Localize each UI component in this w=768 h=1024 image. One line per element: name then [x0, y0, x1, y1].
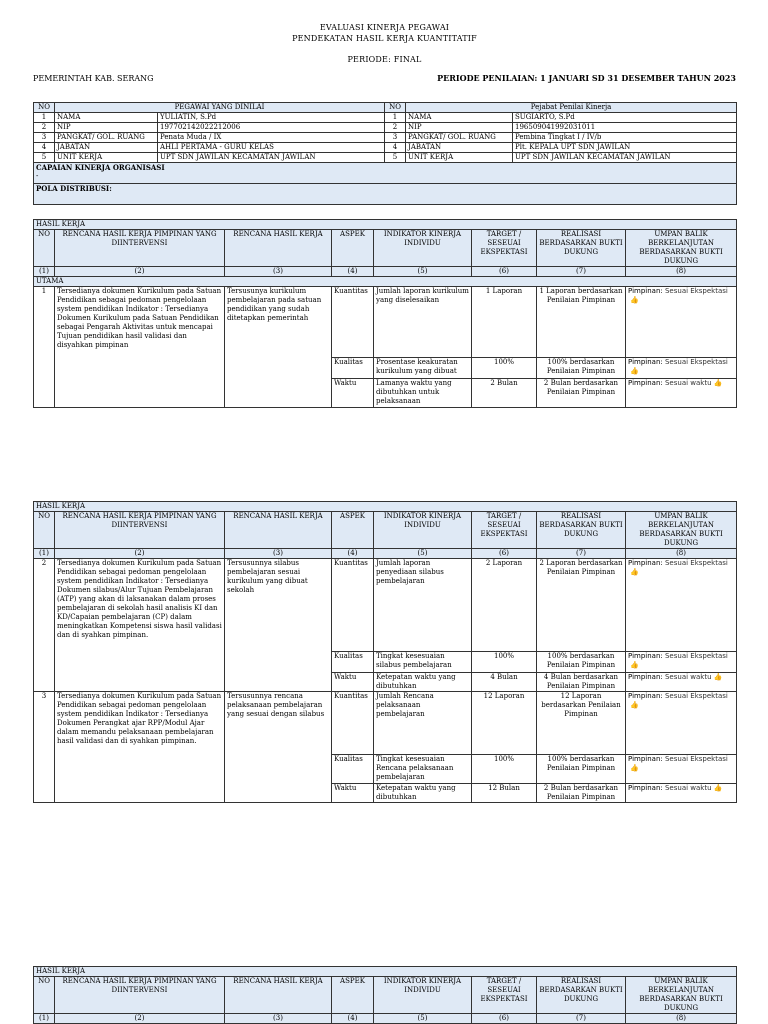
feedback-label: Pimpinan: [628, 755, 663, 763]
item-aspek: Kualitas [332, 755, 374, 784]
thumbs-up-icon: 👍 [630, 568, 639, 576]
row-label: UNIT KERJA [55, 153, 158, 163]
hasil-kerja-block-3 [33, 966, 736, 1024]
identity-row [34, 143, 737, 153]
item-rencana: Tersusunnya silabus pembelajaran sesuai kurikulum yang dibuat sekolah [225, 559, 332, 692]
item-target: 4 Bulan [472, 673, 537, 692]
hasil-kerja-block-2 [33, 501, 736, 803]
item-umpan-balik [626, 673, 737, 692]
col-num: (2) [55, 267, 225, 277]
thumbs-up-icon: 👍 [630, 764, 639, 772]
item-pimpinan: Tersedianya dokumen Kurikulum pada Satuan Pendidikan sebagai pedoman pengelolaan system pendidikan Indikator : Tersedianya Dokumen Kurikulum pada Satuan Pendidikan sebagai Pengarah Aktivitas untuk mencapai Tujuan pendidikan hasil validasi dan disyahkan pimpinan [55, 287, 225, 408]
row-label: JABATAN [55, 143, 158, 153]
feedback-value: Sesuai waktu [664, 784, 712, 792]
col-indikator: INDIKATOR KINERJA INDIVIDU [374, 512, 472, 549]
col-num: (1) [34, 1014, 55, 1024]
item-aspek: Kuantitas [332, 692, 374, 755]
item-umpan-balik [626, 358, 737, 379]
section-label: HASIL KERJA [34, 502, 737, 512]
item-target: 100% [472, 755, 537, 784]
col-num: (6) [472, 267, 537, 277]
col-num: (4) [332, 1014, 374, 1024]
identity-row [34, 113, 737, 123]
row-no: 4 [34, 143, 55, 153]
item-aspek: Kuantitas [332, 287, 374, 358]
table-row [34, 287, 737, 358]
item-rencana: Tersusunya kurikulum pembelajaran pada satuan pendidikan yang sudah ditetapkan pemerintah [225, 287, 332, 408]
col-num: (5) [374, 1014, 472, 1024]
capaian-cell [34, 163, 737, 184]
item-aspek: Kualitas [332, 652, 374, 673]
item-no: 3 [34, 692, 55, 803]
item-aspek: Waktu [332, 784, 374, 803]
col-realisasi: REALISASI BERDASARKAN BUKTI DUKUNG [537, 230, 626, 267]
item-aspek: Kualitas [332, 358, 374, 379]
instansi: PEMERINTAH KAB. SERANG [33, 74, 154, 83]
item-aspek: Kuantitas [332, 559, 374, 652]
row-no: 5 [385, 153, 406, 163]
col-num: (4) [332, 267, 374, 277]
col-num: (7) [537, 1014, 626, 1024]
col-num: (3) [225, 1014, 332, 1024]
row-label: PANGKAT/ GOL. RUANG [406, 133, 513, 143]
item-aspek: Waktu [332, 379, 374, 408]
thumbs-up-icon: 👍 [630, 367, 639, 375]
row-value: YULIATIN, S.Pd [158, 113, 385, 123]
col-num: (8) [626, 267, 737, 277]
feedback-label: Pimpinan: [628, 652, 663, 660]
col-indikator: INDIKATOR KINERJA INDIVIDU [374, 230, 472, 267]
row-value: AHLI PERTAMA - GURU KELAS [158, 143, 385, 153]
row-no: 1 [34, 113, 55, 123]
row-no: 4 [385, 143, 406, 153]
feedback-label: Pimpinan: [628, 287, 663, 295]
doc-subtitle: PENDEKATAN HASIL KERJA KUANTITATIF [292, 34, 477, 43]
item-rencana: Tersusunnya rencana pelaksanaan pembelajaran yang sesuai dengan silabus [225, 692, 332, 803]
identity-table [33, 102, 737, 205]
feedback-label: Pimpinan: [628, 784, 663, 792]
thumbs-up-icon: 👍 [713, 784, 723, 792]
col-rencana-pimpinan: RENCANA HASIL KERJA PIMPINAN YANG DIINTERVENSI [55, 977, 225, 1014]
pola-cell [34, 184, 737, 205]
item-target: 2 Laporan [472, 559, 537, 652]
col-indikator: INDIKATOR KINERJA INDIVIDU [374, 977, 472, 1014]
item-indikator: Ketepatan waktu yang dibutuhkan [374, 673, 472, 692]
item-realisasi: 12 Laporan berdasarkan Penilaian Pimpinan [537, 692, 626, 755]
capaian-value: - [36, 172, 39, 180]
col-rencana-pimpinan: RENCANA HASIL KERJA PIMPINAN YANG DIINTERVENSI [55, 230, 225, 267]
row-no: 2 [385, 123, 406, 133]
col-aspek: ASPEK [332, 230, 374, 267]
row-label: JABATAN [406, 143, 513, 153]
hasil-kerja-table [33, 501, 737, 803]
item-no: 2 [34, 559, 55, 692]
row-value: 196509041992031011 [513, 123, 737, 133]
item-target: 2 Bulan [472, 379, 537, 408]
feedback-value: Sesuai waktu [664, 673, 712, 681]
doc-title: EVALUASI KINERJA PEGAWAI [319, 23, 450, 32]
capaian-label: CAPAIAN KINERJA ORGANISASI [36, 163, 165, 172]
item-aspek: Waktu [332, 673, 374, 692]
hasil-kerja-table [33, 966, 737, 1024]
item-target: 100% [472, 358, 537, 379]
item-umpan-balik [626, 755, 737, 784]
col-realisasi: REALISASI BERDASARKAN BUKTI DUKUNG [537, 512, 626, 549]
identity-right-title: Pejabat Penilai Kinerja [406, 103, 737, 113]
item-indikator: Lamanya waktu yang dibutuhkan untuk pelaksanaan [374, 379, 472, 408]
col-aspek: ASPEK [332, 977, 374, 1014]
identity-left-title: PEGAWAI YANG DINILAI [55, 103, 385, 113]
row-no: 5 [34, 153, 55, 163]
item-realisasi: 100% berdasarkan Penilaian Pimpinan [537, 652, 626, 673]
row-value: Pembina Tingkat I / IV/b [513, 133, 737, 143]
thumbs-up-icon: 👍 [630, 661, 639, 669]
col-num: (3) [225, 267, 332, 277]
thumbs-up-icon: 👍 [713, 673, 723, 681]
item-indikator: Prosentase keakuratan kurikulum yang dibuat [374, 358, 472, 379]
row-no: 3 [34, 133, 55, 143]
thumbs-up-icon: 👍 [713, 379, 723, 387]
feedback-value: Sesuai Ekspektasi [664, 652, 728, 660]
feedback-value: Sesuai waktu [664, 379, 712, 387]
item-realisasi: 2 Bulan berdasarkan Penilaian Pimpinan [537, 784, 626, 803]
col-umpan-balik: UMPAN BALIK BERKELANJUTAN BERDASARKAN BUKTI DUKUNG [626, 512, 737, 549]
col-rencana: RENCANA HASIL KERJA [225, 230, 332, 267]
col-umpan-balik: UMPAN BALIK BERKELANJUTAN BERDASARKAN BUKTI DUKUNG [626, 230, 737, 267]
row-label: UNIT KERJA [406, 153, 513, 163]
item-umpan-balik [626, 379, 737, 408]
item-target: 12 Laporan [472, 692, 537, 755]
col-rencana: RENCANA HASIL KERJA [225, 512, 332, 549]
col-num: (6) [472, 549, 537, 559]
identity-row [34, 133, 737, 143]
col-num: (5) [374, 267, 472, 277]
identity-col-no-right: NO [385, 103, 406, 113]
feedback-value: Sesuai Ekspektasi [664, 287, 728, 295]
item-target: 1 Laporan [472, 287, 537, 358]
item-indikator: Jumlah laporan kurikulum yang diselesaikan [374, 287, 472, 358]
col-realisasi: REALISASI BERDASARKAN BUKTI DUKUNG [537, 977, 626, 1014]
thumbs-up-icon: 👍 [630, 701, 639, 709]
feedback-value: Sesuai Ekspektasi [664, 559, 728, 567]
hasil-kerja-block-1 [33, 219, 736, 408]
row-value: UPT SDN JAWILAN KECAMATAN JAWILAN [158, 153, 385, 163]
item-realisasi: 100% berdasarkan Penilaian Pimpinan [537, 755, 626, 784]
feedback-label: Pimpinan: [628, 379, 663, 387]
col-num: (1) [34, 267, 55, 277]
col-target: TARGET / SESEUAI EKSPEKTASI [472, 230, 537, 267]
item-indikator: Tingkat kesesuaian silabus pembelajaran [374, 652, 472, 673]
col-aspek: ASPEK [332, 512, 374, 549]
col-num: (2) [55, 1014, 225, 1024]
feedback-label: Pimpinan: [628, 559, 663, 567]
col-num: (3) [225, 549, 332, 559]
row-label: NIP [55, 123, 158, 133]
item-umpan-balik [626, 559, 737, 652]
col-rencana: RENCANA HASIL KERJA [225, 977, 332, 1014]
col-num: (7) [537, 267, 626, 277]
row-value: 197702142022212006 [158, 123, 385, 133]
feedback-value: Sesuai Ekspektasi [664, 692, 728, 700]
item-indikator: Ketepatan waktu yang dibutuhkan [374, 784, 472, 803]
row-value: Plt. KEPALA UPT SDN JAWILAN [513, 143, 737, 153]
item-umpan-balik [626, 652, 737, 673]
col-rencana-pimpinan: RENCANA HASIL KERJA PIMPINAN YANG DIINTERVENSI [55, 512, 225, 549]
col-num: (8) [626, 549, 737, 559]
col-num: (7) [537, 549, 626, 559]
item-indikator: Jumlah Rencana pelaksanaan pembelajaran [374, 692, 472, 755]
item-realisasi: 2 Bulan berdasarkan Penilaian Pimpinan [537, 379, 626, 408]
row-value: SUGIARTO, S.Pd [513, 113, 737, 123]
feedback-label: Pimpinan: [628, 692, 663, 700]
identity-block [33, 102, 736, 205]
item-realisasi: 2 Laporan berdasarkan Penilaian Pimpinan [537, 559, 626, 652]
item-realisasi: 1 Laporan berdasarkan Penilaian Pimpinan [537, 287, 626, 358]
feedback-label: Pimpinan: [628, 673, 663, 681]
col-num: (2) [55, 549, 225, 559]
col-num: (5) [374, 549, 472, 559]
document-page [33, 0, 736, 84]
col-target: TARGET / SESEUAI EKSPEKTASI [472, 512, 537, 549]
feedback-value: Sesuai Ekspektasi [664, 755, 728, 763]
col-no: NO [34, 512, 55, 549]
section-label: HASIL KERJA [34, 967, 737, 977]
identity-row [34, 123, 737, 133]
item-umpan-balik [626, 784, 737, 803]
identity-row [34, 153, 737, 163]
item-target: 100% [472, 652, 537, 673]
item-realisasi: 4 Bulan berdasarkan Penilaian Pimpinan [537, 673, 626, 692]
table-row [34, 692, 737, 755]
row-label: PANGKAT/ GOL. RUANG [55, 133, 158, 143]
item-target: 12 Bulan [472, 784, 537, 803]
col-num: (6) [472, 1014, 537, 1024]
section-label: HASIL KERJA [34, 220, 737, 230]
row-value: Penata Muda / IX [158, 133, 385, 143]
table-row [34, 559, 737, 652]
item-indikator: Tingkat kesesuaian Rencana pelaksanaan pembelajaran [374, 755, 472, 784]
row-no: 3 [385, 133, 406, 143]
item-no: 1 [34, 287, 55, 408]
row-label: NAMA [406, 113, 513, 123]
row-label: NAMA [55, 113, 158, 123]
thumbs-up-icon: 👍 [630, 296, 639, 304]
item-pimpinan: Tersedianya dokumen Kurikulum pada Satuan Pendidikan sebagai pedoman pengelolaan system pendidikan Indikator : Tersedianya Dokumen silabus/Alur Tujuan Pembelajaran (ATP) yang akan di laksanakan dalam proses pembelajaran di sekolah hasil analisis KI dan KD/Capaian pembelajaran (CP) dalam meningkatkan Kompetensi siswa hasil validasi dan di syahkan pimpinan. [55, 559, 225, 692]
item-umpan-balik [626, 287, 737, 358]
col-no: NO [34, 977, 55, 1014]
feedback-value: Sesuai Ekspektasi [664, 358, 728, 366]
col-num: (4) [332, 549, 374, 559]
row-no: 1 [385, 113, 406, 123]
item-umpan-balik [626, 692, 737, 755]
pola-label: POLA DISTRIBUSI: [36, 184, 112, 193]
col-umpan-balik: UMPAN BALIK BERKELANJUTAN BERDASARKAN BUKTI DUKUNG [626, 977, 737, 1014]
periode-penilaian: PERIODE PENILAIAN: 1 JANUARI SD 31 DESEMBER TAHUN 2023 [437, 73, 736, 83]
identity-col-no: NO [34, 103, 55, 113]
hasil-kerja-table [33, 219, 737, 408]
col-num: (8) [626, 1014, 737, 1024]
col-no: NO [34, 230, 55, 267]
item-indikator: Jumlah laporan penyediaan silabus pembelajaran [374, 559, 472, 652]
col-num: (1) [34, 549, 55, 559]
item-pimpinan: Tersedianya dokumen Kurikulum pada Satuan Pendidikan sebagai pedoman pengelolaan system pendidikan Indikator : Tersedianya Dokumen Perangkat ajar RPP/Modul Ajar dalam memandu pelaksanaan pembelajaran hasil validasi dan di syahkan pimpinan. [55, 692, 225, 803]
row-value: UPT SDN JAWILAN KECAMATAN JAWILAN [513, 153, 737, 163]
row-no: 2 [34, 123, 55, 133]
col-target: TARGET / SESEUAI EKSPEKTASI [472, 977, 537, 1014]
feedback-label: Pimpinan: [628, 358, 663, 366]
utama-label: UTAMA [34, 277, 737, 287]
doc-periode: PERIODE: FINAL [347, 55, 422, 64]
row-label: NIP [406, 123, 513, 133]
item-realisasi: 100% berdasarkan Penilaian Pimpinan [537, 358, 626, 379]
doc-meta-row [33, 73, 736, 84]
